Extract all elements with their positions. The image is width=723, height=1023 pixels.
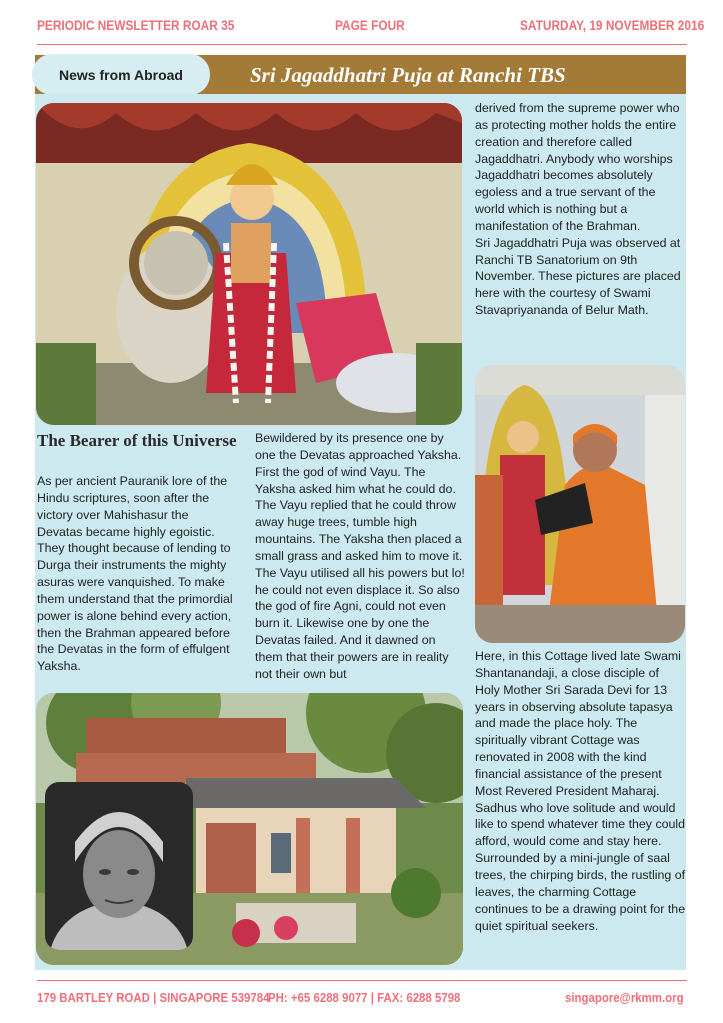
puja-column: [475, 100, 687, 319]
page-number: PAGE FOUR: [335, 18, 405, 33]
footer-phone: PH: +65 6288 9077 | FAX: 6288 5798: [268, 990, 461, 1005]
section-label: News from Abroad: [32, 54, 210, 95]
footer-divider: [37, 980, 687, 981]
bearer-column-2: [255, 430, 465, 683]
jagaddhatri-idol-photo: [36, 103, 462, 425]
newsletter-name: PERIODIC NEWSLETTER ROAR 35: [37, 18, 235, 33]
puja-paragraph-1: derived from the supreme power who as protecting mother holds the entire creation and therefore called Jagaddhatri. Anybody who worships Jagaddhatri becomes absolutely egoless and a true servant of the world which is nothing but a manifestation of the Brahman.: [475, 101, 680, 233]
article-title: Sri Jagaddhatri Puja at Ranchi TBS: [250, 63, 566, 87]
cottage-paragraph: Here, in this Cottage lived late Swami Shantanandaji, a close disciple of Holy Mother Sri Sarada Devi for 13 years in observing absolute tapasya and made the place holy. The spiritually vibrant Cottage was renovated in 2008 with the kind financial assistance of the present Most Revered President Maharaj. Sadhus who love solitude and would like to spend whatever time they could afford, would come and stay here. Surrounded by a mini-jungle of saal trees, the chirping birds, the rustling of leaves, the charming Cottage continues to be a drawing point for the quiet spiritual seekers.: [475, 649, 686, 933]
cottage-column: [475, 648, 687, 934]
bearer-heading: The Bearer of this Universe: [37, 431, 237, 450]
worship-photo: [475, 365, 685, 643]
bearer-column-1: [37, 473, 237, 675]
header-divider: [37, 44, 687, 45]
bearer-paragraph-2: Bewildered by its presence one by one the Devatas approached Yaksha. First the god of wind Vayu. The Yaksha asked him what he could do. The Vayu replied that he could throw away huge trees, tumble high mountains. The Yaksha then placed a small grass and asked him to move it. The Vayu utilised all his powers but lo! he could not even displace it. So also the god of fire Agni, could not even burn it. Likewise one by one the Devatas failed. And it dawned on them that their powers are in reality not their own but: [255, 431, 465, 681]
bearer-paragraph-1: As per ancient Pauranik lore of the Hindu scriptures, soon after the victory over Mahishasur the Devatas became highly egoistic. They thought because of lending to Durga their instruments the mighty asuras were vanquished. To make them understand that the primordial power is alone behind every action, then the Brahman appeared before the Devatas in the form of effulgent Yaksha.: [37, 474, 233, 674]
issue-date: SATURDAY, 19 NOVEMBER 2016: [520, 18, 705, 33]
swami-portrait-photo: [45, 782, 193, 950]
footer-email-link[interactable]: singapore@rkmm.org: [565, 990, 684, 1005]
puja-paragraph-2: Sri Jagaddhatri Puja was observed at Ranchi TB Sanatorium on 9th November. These pictures are placed here with the courtesy of Swami Stavapriyananda of Belur Math.: [475, 235, 681, 318]
footer-address: 179 BARTLEY ROAD | SINGAPORE 539784: [37, 990, 270, 1005]
